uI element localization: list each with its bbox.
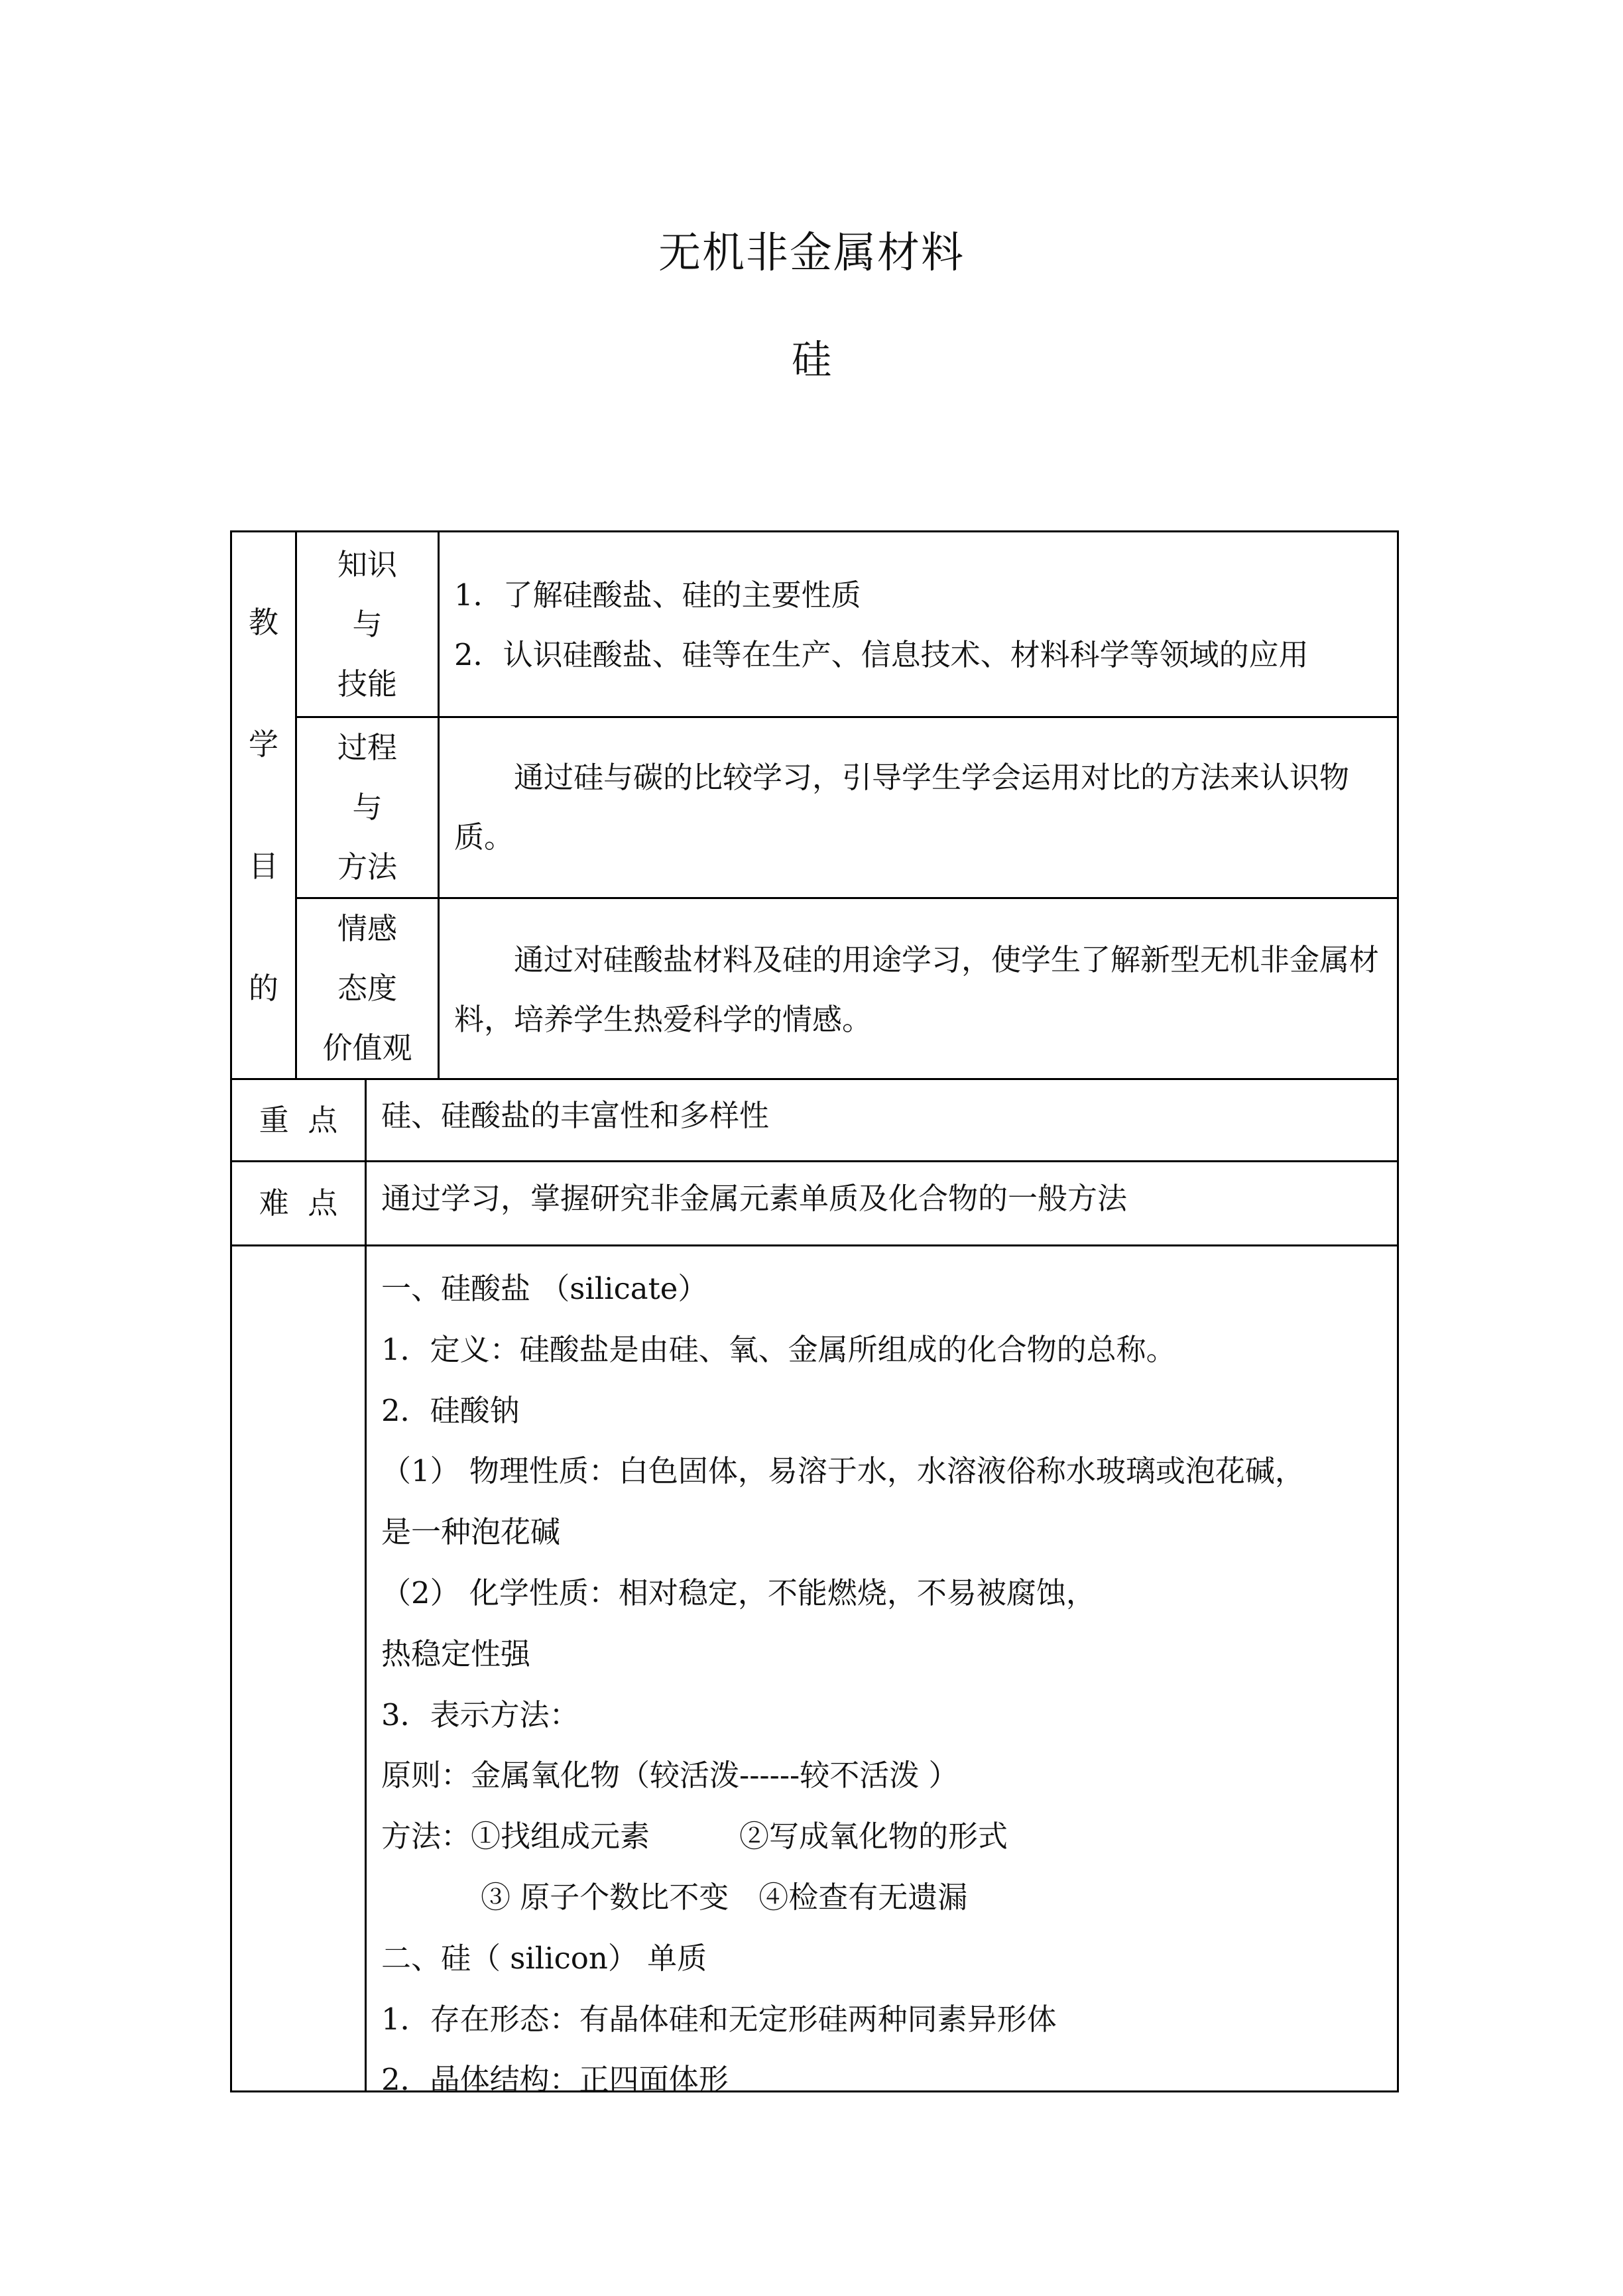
body-line: （2） 化学性质：相对稳定，不能燃烧，不易被腐蚀， xyxy=(381,1575,1096,1610)
body-line: 是一种泡花碱 xyxy=(381,1514,561,1550)
lesson-plan-table xyxy=(230,530,1399,2098)
knowledge-label-line: 与 xyxy=(352,606,383,642)
column-divider xyxy=(438,532,440,1078)
page-title: 无机非金属材料 xyxy=(658,229,965,278)
body-line: （1） 物理性质：白色固体，易溶于水，水溶液俗称水玻璃或泡花碱， xyxy=(381,1453,1305,1489)
knowledge-label xyxy=(297,532,438,716)
body-line: 3．表示方法： xyxy=(381,1697,579,1732)
objectives-label-char: 学 xyxy=(248,726,278,762)
row-divider xyxy=(232,1160,1397,1162)
row-divider xyxy=(232,1244,1397,1246)
knowledge-label-line: 知识 xyxy=(337,546,397,582)
knowledge-content xyxy=(454,566,1389,685)
attitude-label-line: 态度 xyxy=(337,971,397,1006)
body-line: 2．硅酸钠 xyxy=(381,1392,520,1428)
objectives-label-char: 目 xyxy=(248,848,278,884)
body-line: 原则：金属氧化物（较活泼------较不活泼 ） xyxy=(381,1758,959,1793)
body-line: 1．定义：硅酸盐是由硅、氧、金属所组成的化合物的总称。 xyxy=(381,1331,1176,1367)
attitude-label xyxy=(297,899,438,1078)
knowledge-line: 1．了解硅酸盐、硅的主要性质 xyxy=(454,577,861,613)
attitude-label-line: 情感 xyxy=(337,911,397,946)
objectives-label xyxy=(232,532,295,1078)
body-line: 二、硅（ silicon） 单质 xyxy=(381,1940,707,1976)
process-label-line: 方法 xyxy=(337,849,397,884)
body-line: ③ 原子个数比不变 ④检查有无遗漏 xyxy=(481,1879,968,1915)
process-label xyxy=(297,718,438,897)
attitude-text: 通过对硅酸盐材料及硅的用途学习，使学生了解新型无机非金属材料，培养学生热爱科学的情感。 xyxy=(454,942,1380,1037)
difficult-point-text: 通过学习，掌握研究非金属元素单质及化合物的一般方法 xyxy=(381,1181,1128,1216)
process-label-line: 与 xyxy=(352,790,383,825)
knowledge-line: 2．认识硅酸盐、硅等在生产、信息技术、材料科学等领域的应用 xyxy=(454,637,1309,672)
knowledge-label-line: 技能 xyxy=(337,666,397,701)
body-line: 2．晶体结构：正四面体形 xyxy=(381,2062,729,2098)
page-subtitle: 硅 xyxy=(792,337,831,383)
teaching-process-content xyxy=(381,1258,1389,2110)
key-point-label: 重 点 xyxy=(259,1102,338,1138)
objectives-label-char: 的 xyxy=(248,970,278,1006)
key-point-text: 硅、硅酸盐的丰富性和多样性 xyxy=(381,1098,770,1133)
attitude-label-line: 价值观 xyxy=(322,1030,412,1065)
process-label-line: 过程 xyxy=(337,730,397,765)
difficult-point-label: 难 点 xyxy=(259,1185,338,1221)
objectives-label-char: 教 xyxy=(248,604,278,640)
body-line: 1．存在形态：有晶体硅和无定形硅两种同素异形体 xyxy=(381,2001,1057,2037)
column-divider xyxy=(365,1078,367,2090)
body-line: 一、硅酸盐 （silicate） xyxy=(381,1271,708,1306)
row-divider xyxy=(232,1078,1397,1080)
body-line: 热稳定性强 xyxy=(381,1636,531,1671)
row-divider xyxy=(295,897,1397,899)
process-content xyxy=(454,748,1389,867)
body-line: 方法：①找组成元素 ②写成氧化物的形式 xyxy=(381,1819,1008,1854)
process-text: 通过硅与碳的比较学习，引导学生学会运用对比的方法来认识物质。 xyxy=(454,760,1350,855)
row-divider xyxy=(295,716,1397,718)
attitude-content xyxy=(454,930,1389,1050)
